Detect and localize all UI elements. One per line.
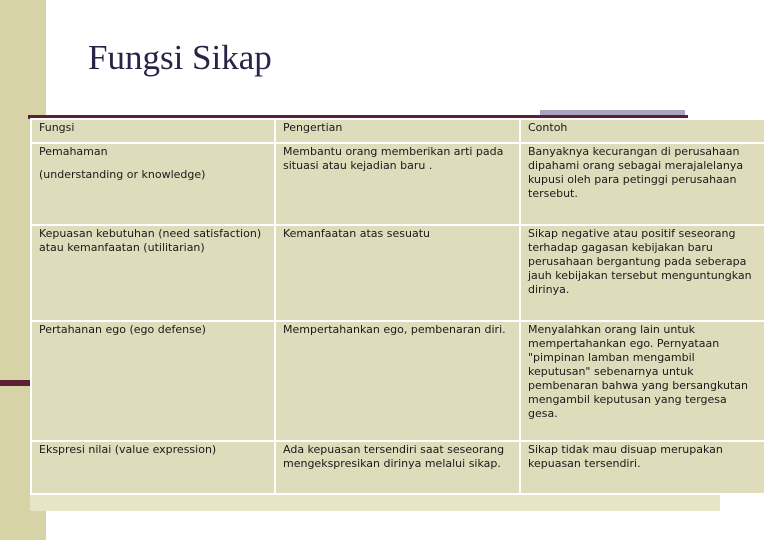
cell-pengertian: Membantu orang memberikan arti pada situasi atau kejadian baru . <box>275 143 520 225</box>
table-header-row <box>31 119 765 143</box>
cell-contoh: Sikap tidak mau disuap merupakan kepuasan tersendiri. <box>520 441 765 494</box>
cell-pengertian: Kemanfaatan atas sesuatu <box>275 225 520 321</box>
cell-fungsi: Ekspresi nilai (value expression) <box>31 441 275 494</box>
cell-contoh: Sikap negative atau positif seseorang terhadap gagasan kebijakan baru perusahaan bergantung pada seberapa jauh kebijakan tersebut menguntungkan dirinya. <box>520 225 765 321</box>
cell-pengertian: Mempertahankan ego, pembenaran diri. <box>275 321 520 441</box>
cell-pengertian: Ada kepuasan tersendiri saat seseorang mengekspresikan dirinya melalui sikap. <box>275 441 520 494</box>
table-row <box>31 441 765 494</box>
header-contoh: Contoh <box>520 119 765 143</box>
slide-title: Fungsi Sikap <box>88 38 272 77</box>
cell-fungsi: Kepuasan kebutuhan (need satisfaction) atau kemanfaatan (utilitarian) <box>31 225 275 321</box>
table-row <box>31 143 765 225</box>
table-row <box>31 225 765 321</box>
fungsi-sublabel: (understanding or knowledge) <box>39 168 206 181</box>
table-row <box>31 321 765 441</box>
cell-contoh: Menyalahkan orang lain untuk mempertahankan ego. Pernyataan "pimpinan lamban mengambil keputusan" sebenarnya untuk pembenaran bahwa yang bersangkutan mengambil keputusan yang tergesa gesa. <box>520 321 765 441</box>
side-accent-rule <box>0 380 32 386</box>
table-panel <box>30 118 752 511</box>
fungsi-sikap-table <box>30 118 766 495</box>
cell-contoh: Banyaknya kecurangan di perusahaan dipahami orang sebagai merajalelanya kupusi oleh para petinggi perusahaan tersebut. <box>520 143 765 225</box>
fungsi-label: Pemahaman <box>39 145 108 158</box>
header-pengertian: Pengertian <box>275 119 520 143</box>
cell-fungsi: Pertahanan ego (ego defense) <box>31 321 275 441</box>
header-fungsi: Fungsi <box>31 119 275 143</box>
cell-fungsi <box>31 143 275 225</box>
